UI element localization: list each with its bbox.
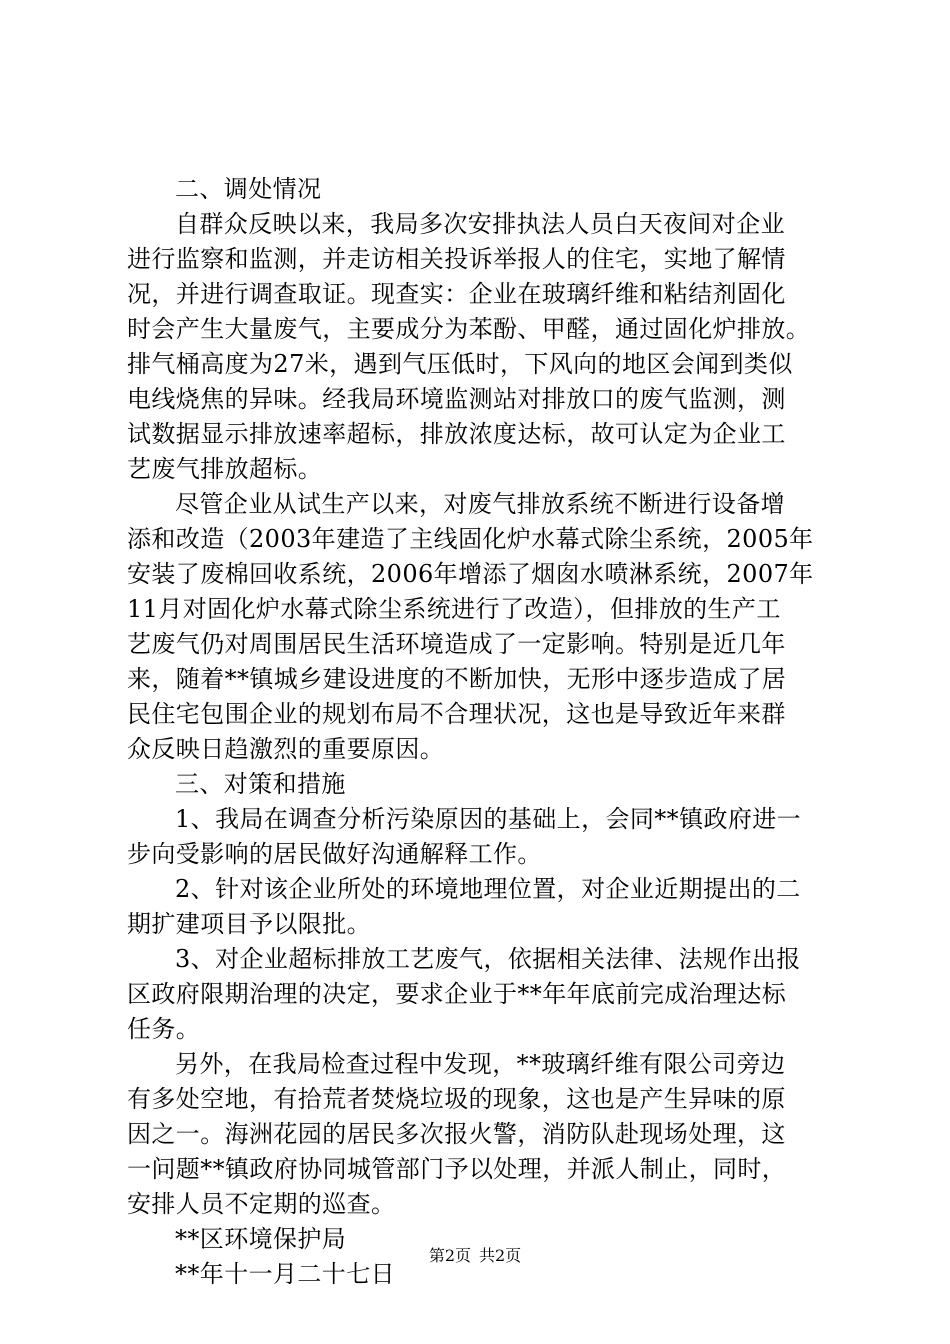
paragraph-line: 安装了废棉回收系统，2006年增添了烟囱水喷淋系统，2007年 [127,560,814,588]
paragraph-line: 1、我局在调查分析污染原因的基础上，会同**镇政府进一 [175,805,802,833]
paragraph-line: 添和改造（2003年建造了主线固化炉水幕式除尘系统，2005年 [127,525,814,553]
paragraph-line: 排气桶高度为27米，遇到气压低时，下风向的地区会闻到类似 [127,350,793,378]
paragraph-line: 期扩建项目予以限批。 [127,910,371,938]
paragraph-line: 民住宅包围企业的规划布局不合理状况，这也是导致近年来群 [127,700,786,728]
paragraph-line: 尽管企业从试生产以来，对废气排放系统不断进行设备增 [175,490,785,518]
signature-date: **年十一月二十七日 [175,1260,395,1288]
paragraph-line: 一问题**镇政府协同城管部门予以处理，并派人制止，同时， [127,1155,787,1183]
paragraph-line: 来，随着**镇城乡建设进度的不断加快，无形中逐步造成了居 [127,665,787,693]
paragraph-line: 因之一。海洲花园的居民多次报火警，消防队赴现场处理，这 [127,1120,786,1148]
paragraph-line: 另外，在我局检查过程中发现，**玻璃纤维有限公司旁边 [175,1050,786,1078]
page-number-total: 共2页 [479,1246,522,1265]
paragraph-line: 众反映日趋激烈的重要原因。 [127,735,445,763]
paragraph-line: 试数据显示排放速率超标，排放浓度达标，故可认定为企业工 [127,420,786,448]
paragraph-line: 电线烧焦的异味。经我局环境监测站对排放口的废气监测，测 [127,385,786,413]
paragraph-line: 自群众反映以来，我局多次安排执法人员白天夜间对企业 [175,210,785,238]
page-number-current: 第2页 [428,1246,471,1265]
paragraph-line: 步向受影响的居民做好沟通解释工作。 [127,840,542,868]
paragraph-line: 3、对企业超标排放工艺废气，依据相关法律、法规作出报 [175,945,801,973]
paragraph-line: 时会产生大量废气，主要成分为苯酚、甲醛，通过固化炉排放。 [127,315,811,343]
section-heading-handling: 二、调处情况 [175,175,322,203]
section-heading-measures: 三、对策和措施 [175,770,346,798]
paragraph-line: 区政府限期治理的决定，要求企业于**年年底前完成治理达标 [127,980,787,1008]
paragraph-line: 2、针对该企业所处的环境地理位置，对企业近期提出的二 [175,875,801,903]
signature-organization: **区环境保护局 [175,1225,347,1253]
paragraph-line: 况，并进行调查取证。现查实：企业在玻璃纤维和粘结剂固化 [127,280,786,308]
page-footer [0,1246,950,1266]
paragraph-line: 11月对固化炉水幕式除尘系统进行了改造），但排放的生产工 [127,595,781,623]
document-body [127,172,841,1292]
paragraph-line: 有多处空地，有拾荒者焚烧垃圾的现象，这也是产生异味的原 [127,1085,786,1113]
paragraph-line: 艺废气仍对周围居民生活环境造成了一定影响。特别是近几年 [127,630,786,658]
paragraph-line: 安排人员不定期的巡查。 [127,1190,396,1218]
paragraph-line: 艺废气排放超标。 [127,455,323,483]
paragraph-line: 进行监察和监测，并走访相关投诉举报人的住宅，实地了解情 [127,245,786,273]
paragraph-line: 任务。 [127,1015,201,1043]
